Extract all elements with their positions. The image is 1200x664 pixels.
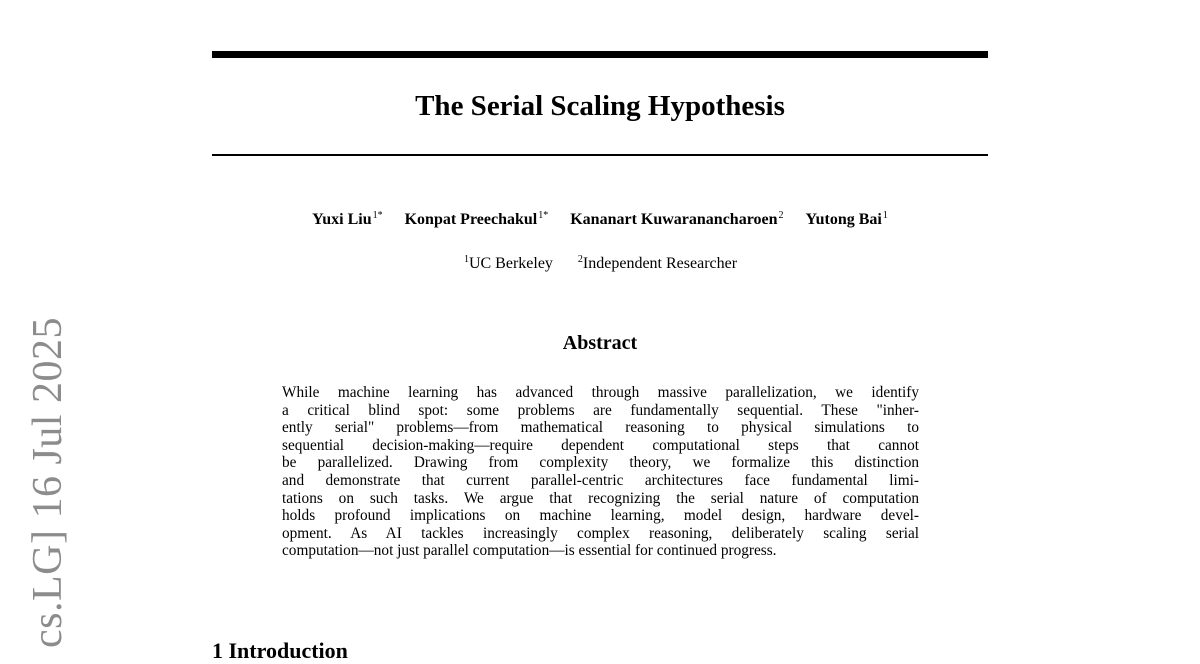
abstract-line: While machine learning has advanced through massive parallelization, we identify (282, 384, 919, 401)
abstract-line: opment. As AI tackles increasingly complex reasoning, deliberately scaling serial (282, 524, 919, 542)
abstract-line: computation—not just parallel computation—is essential for continued progress. (282, 542, 777, 560)
abstract-line: ently serial" problems—from mathematical reasoning to physical simulations to (282, 419, 919, 437)
affiliation-mark: 1 (463, 254, 469, 265)
affiliation-name: Independent Researcher (582, 255, 738, 272)
abstract-body (282, 384, 919, 560)
section-heading-introduction: 1 Introduction (212, 638, 348, 663)
title-top-rule (212, 51, 988, 58)
author-affiliation-mark: 1* (538, 210, 549, 221)
author (312, 211, 382, 228)
abstract-line: a critical blind spot: some problems are fundamentally sequential. These "inher- (282, 401, 919, 419)
author (806, 211, 888, 228)
author-list (200, 209, 1000, 233)
abstract-line: and demonstrate that current parallel-centric architectures face fundamental limi- (282, 471, 919, 489)
title-bottom-rule (212, 154, 988, 156)
author (570, 211, 783, 228)
affiliation (463, 255, 553, 272)
abstract-line: holds profound implications on machine learning, model design, hardware devel- (282, 507, 919, 525)
abstract-line: be parallelized. Drawing from complexity theory, we formalize this distinction (282, 454, 919, 472)
author-affiliation-mark: 1 (882, 210, 888, 221)
author-affiliation-mark: 2 (778, 210, 784, 221)
author-name: Yutong Bai (805, 211, 882, 228)
arxiv-side-stamp: cs.LG] 16 Jul 2025 (25, 317, 71, 648)
abstract-heading: Abstract (562, 332, 638, 354)
abstract-line: tations on such tasks. We argue that recognizing the serial nature of computation (282, 489, 919, 507)
paper-title: The Serial Scaling Hypothesis (415, 90, 785, 122)
affiliation-list (212, 253, 988, 277)
affiliation-name: UC Berkeley (468, 255, 553, 272)
affiliation (577, 255, 737, 272)
author-name: Yuxi Liu (312, 211, 372, 228)
author (405, 211, 549, 228)
author-name: Konpat Preechakul (404, 211, 538, 228)
author-name: Kananart Kuwaranancharoen (570, 211, 778, 228)
affiliation-mark: 2 (577, 254, 583, 265)
abstract-line: sequential decision-making—require dependent computational steps that cannot (282, 436, 919, 454)
author-affiliation-mark: 1* (372, 210, 383, 221)
